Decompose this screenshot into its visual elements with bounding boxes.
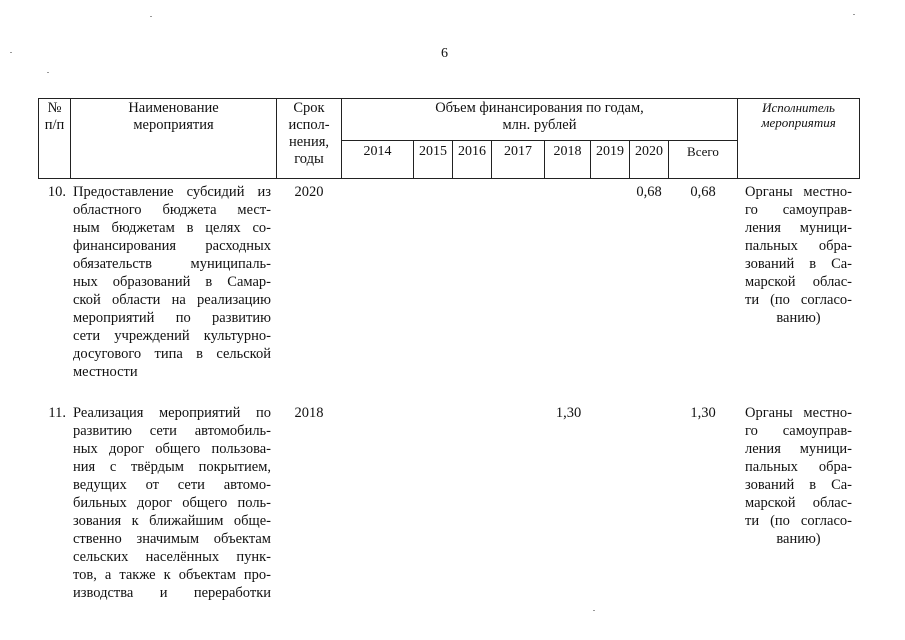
row-11-num: 11. (48, 405, 66, 421)
header-name: Наименование мероприятия (128, 100, 219, 133)
years-row-top-border (341, 140, 737, 141)
row-10-num: 10. (47, 184, 66, 200)
scan-speck (47, 72, 49, 73)
row-11-2018: 1,30 (555, 405, 582, 421)
year-2017: 2017 (504, 144, 532, 159)
year-2014: 2014 (363, 144, 392, 159)
year-total: Всего (687, 144, 719, 159)
scan-speck (593, 610, 595, 611)
row-10-name: Предоставление субсидий из областного бюджета мест- ным бюджетам в целях со- финансирования расходных обязательств муниципаль- ных образований в Самар- ской области на реализацию мероприятий по развитию сети учреждений культурно- досугового типа в сельской местности (73, 184, 271, 380)
row-10-executor: Органы местно- го самоуправ- ления муници- пальных обра- зований в Са- марской облас- ти (по согласо- ванию) (745, 184, 852, 326)
row-10-2020: 0,68 (636, 184, 662, 200)
year-2020: 2020 (635, 144, 663, 159)
header-num: № п/п (44, 100, 65, 133)
year-2018: 2018 (553, 144, 582, 159)
row-11-term: 2018 (294, 405, 324, 421)
scan-speck (10, 52, 12, 53)
year-2015: 2015 (419, 144, 447, 159)
row-11-name: Реализация мероприятий по развитию сети автомобиль- ных дорог общего пользова- ния с твёрдым покрытием, ведущих от сети автомо- бильных дорог общего поль- зования к ближайшим обще- ственно значимым объектам сельских населённых пунк- тов, а также к объектам про- изводства и переработки (73, 405, 271, 601)
table-header (38, 98, 860, 178)
year-2016: 2016 (458, 144, 486, 159)
border-right (859, 98, 860, 179)
year-2019: 2019 (596, 144, 624, 159)
row-10-total: 0,68 (690, 184, 716, 200)
page-number: 6 (441, 46, 448, 61)
header-funding: Объем финансирования по годам, млн. рублей (435, 100, 644, 133)
header-term: Срок испол- нения, годы (288, 100, 330, 167)
row-11-total: 1,30 (690, 405, 716, 421)
header-executor: Исполнитель мероприятия (761, 100, 836, 130)
row-10-term: 2020 (294, 184, 324, 200)
row-11-executor: Органы местно- го самоуправ- ления муници- пальных обра- зований в Са- марской облас- ти (по согласо- ванию) (745, 405, 852, 547)
scan-speck (150, 16, 152, 17)
scan-speck (853, 14, 855, 15)
